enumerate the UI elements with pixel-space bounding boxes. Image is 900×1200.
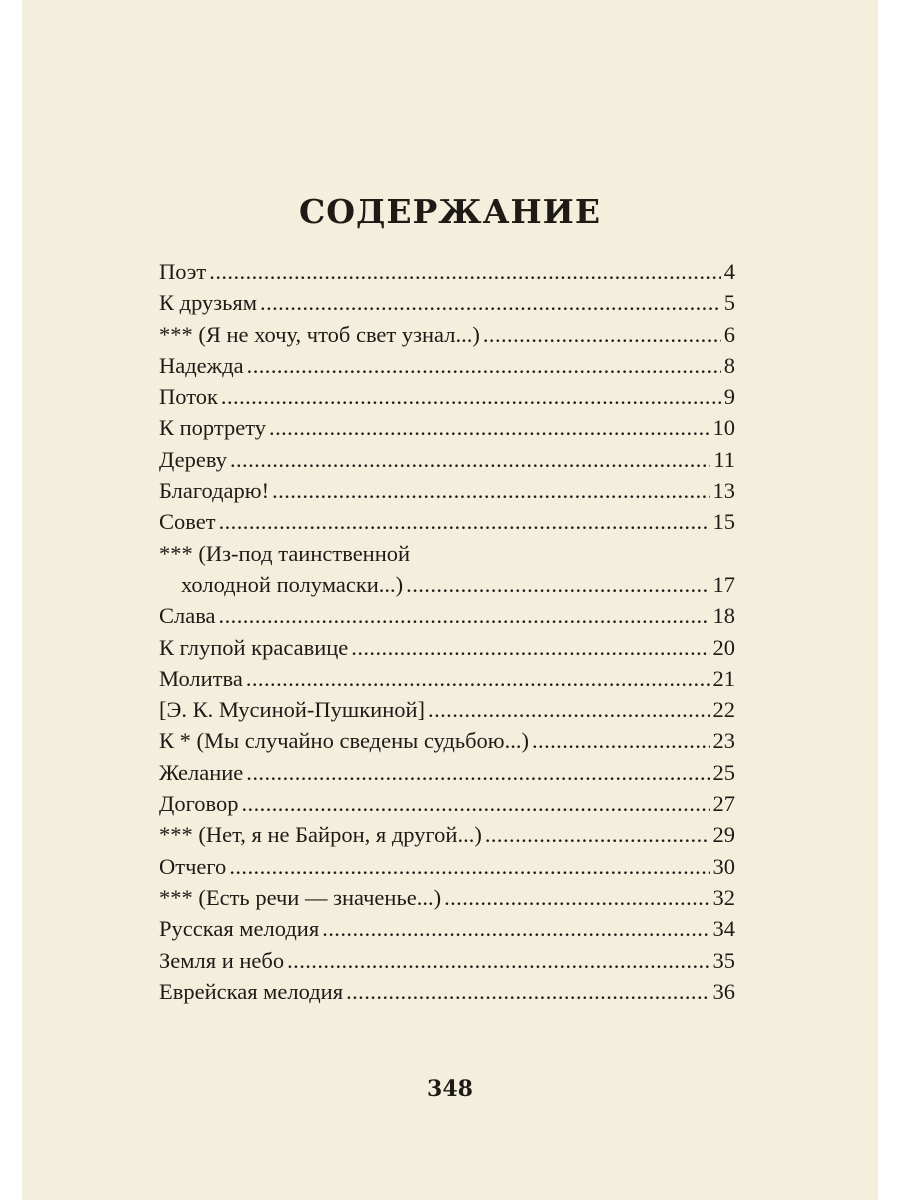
dot-leader <box>219 506 710 537</box>
toc-entry-page: 21 <box>712 665 735 691</box>
toc-entry-page: 6 <box>723 321 735 347</box>
dot-leader <box>428 694 709 725</box>
dot-leader <box>219 600 710 631</box>
toc-entry-title: Надежда <box>159 352 244 378</box>
toc-entry <box>159 663 735 694</box>
toc-entry <box>159 945 735 976</box>
contents-heading: СОДЕРЖАНИЕ <box>298 192 601 231</box>
toc-entry <box>159 506 735 537</box>
toc-entry-title: К * (Мы случайно сведены судьбою...) <box>159 728 529 754</box>
toc-entry-title: Земля и небо <box>159 947 285 973</box>
toc-entry-page: 17 <box>712 571 735 597</box>
toc-entry-title: *** (Из-под таинственной <box>159 540 411 566</box>
toc-entry <box>159 882 735 913</box>
dot-leader <box>246 757 709 788</box>
toc-entry <box>159 319 735 350</box>
toc-entry-page: 35 <box>712 947 735 973</box>
toc-entry <box>159 632 735 663</box>
toc-entry-title: *** (Я не хочу, чтоб свет узнал...) <box>159 321 480 347</box>
toc-entry-title: К портрету <box>159 415 267 441</box>
toc-entry <box>159 256 735 287</box>
dot-leader <box>247 350 721 381</box>
toc-entry-continuation <box>159 569 735 600</box>
dot-leader <box>269 412 709 443</box>
dot-leader <box>230 444 710 475</box>
dot-leader <box>322 913 709 944</box>
toc-entry-title: *** (Нет, я не Байрон, я другой...) <box>159 822 482 848</box>
dot-leader <box>287 945 709 976</box>
toc-entry-page: 27 <box>712 791 735 817</box>
dot-leader <box>242 788 710 819</box>
toc-entry-page: 18 <box>712 603 735 629</box>
toc-entry-page: 32 <box>712 884 735 910</box>
toc-entry <box>159 819 735 850</box>
toc-entry-page: 11 <box>713 446 735 472</box>
dot-leader <box>272 475 709 506</box>
toc-entry-page: 36 <box>712 978 735 1004</box>
dot-leader <box>485 819 710 850</box>
toc-entry <box>159 913 735 944</box>
toc-entry-page: 10 <box>712 415 735 441</box>
toc-entry-page: 34 <box>712 916 735 942</box>
toc-entry-title: Дереву <box>159 446 227 472</box>
toc-entry <box>159 350 735 381</box>
toc-entry-title: [Э. К. Мусиной-Пушкиной] <box>159 697 426 723</box>
toc-entry-page: 29 <box>712 822 735 848</box>
toc-entry-title: К глупой красавице <box>159 634 349 660</box>
toc-entry <box>159 412 735 443</box>
toc-entry-title: Отчего <box>159 853 227 879</box>
toc-entry <box>159 694 735 725</box>
toc-entry <box>159 381 735 412</box>
toc-entry-page: 22 <box>712 697 735 723</box>
toc-entry <box>159 287 735 318</box>
toc-entry-title: Благодарю! <box>159 478 270 504</box>
toc-entry <box>159 976 735 1007</box>
toc-entry-title: Совет <box>159 509 216 535</box>
toc-entry <box>159 538 735 569</box>
toc-entry-title: Русская мелодия <box>159 916 320 942</box>
toc-entry <box>159 475 735 506</box>
dot-leader <box>246 663 710 694</box>
toc-entry-page: 15 <box>712 509 735 535</box>
toc-entry-page: 20 <box>712 634 735 660</box>
toc-entry-title: Слава <box>159 603 216 629</box>
toc-entry-page: 30 <box>712 853 735 879</box>
toc-entry-title: Еврейская мелодия <box>159 978 344 1004</box>
toc-entry <box>159 444 735 475</box>
toc-entry-title: Поток <box>159 384 218 410</box>
dot-leader <box>444 882 709 913</box>
dot-leader <box>406 569 709 600</box>
toc-entry-page: 9 <box>723 384 735 410</box>
dot-leader <box>209 256 720 287</box>
dot-leader <box>260 287 721 318</box>
toc-entry-title: К друзьям <box>159 290 258 316</box>
dot-leader <box>221 381 721 412</box>
toc-entry <box>159 851 735 882</box>
dot-leader <box>346 976 709 1007</box>
toc-entry-page: 5 <box>723 290 735 316</box>
toc-entry <box>159 788 735 819</box>
toc-entry-page: 8 <box>723 352 735 378</box>
toc-entry-page: 13 <box>712 478 735 504</box>
toc-entry-page: 4 <box>723 259 735 284</box>
toc-entry-title: Договор <box>159 791 239 817</box>
toc-entry <box>159 757 735 788</box>
dot-leader <box>229 851 709 882</box>
toc-entry-title: Поэт <box>159 259 207 284</box>
toc-entry-title-continuation: холодной полумаски...) <box>181 571 404 597</box>
toc-entry <box>159 600 735 631</box>
table-of-contents <box>159 256 735 1007</box>
page-number: 348 <box>427 1076 473 1102</box>
toc-entry-page: 25 <box>712 759 735 785</box>
toc-entry-title: *** (Есть речи — значенье...) <box>159 884 442 910</box>
dot-leader <box>532 725 710 756</box>
dot-leader <box>483 319 721 350</box>
toc-entry-title: Молитва <box>159 665 243 691</box>
toc-entry-title: Желание <box>159 759 244 785</box>
toc-entry-page: 23 <box>712 728 735 754</box>
toc-entry <box>159 725 735 756</box>
dot-leader <box>351 632 709 663</box>
